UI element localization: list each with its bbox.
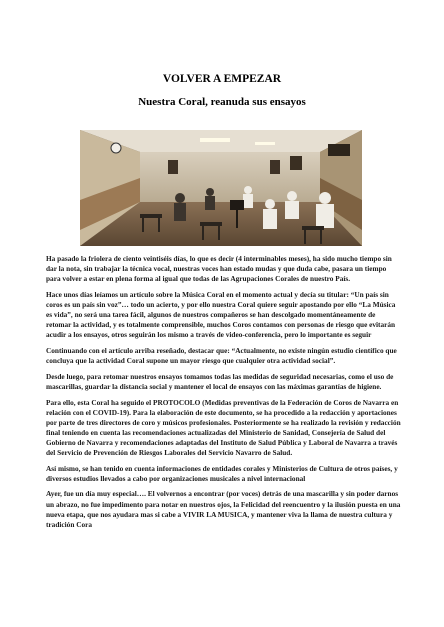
paragraph: Para ello, esta Coral ha seguido el PROTOCOLO (Medidas preventivas de la Federación de Coros de Navarra en relación con el COVID-19). Para la elaboración de este documento, se ha procedido a la redacción y aportaciones por parte de tres directores de coro y músicos profesionales. Posteriormente se ha realizado la revisión y redacción final teniendo en cuenta las recomendaciones actualizadas del Ministerio de Sanidad, Consejería de Salud del Gobierno de Navarra y recomendaciones adaptadas del Instituto de Salud Pública y Laboral de Navarra a través del Servicio de Prevención de Riesgos Laborales del Servicio Navarro de Salud. (46, 397, 401, 457)
choir-rehearsal-photo (80, 130, 362, 246)
document-title: VOLVER A EMPEZAR (162, 73, 282, 85)
paragraph: Ayer, fue un día muy especial…. El volvernos a encontrar (por voces) detrás de una mascarilla y sin poder darnos un abrazo, no fue impedimento para notar en nuestros ojos, la Felicidad del reencuentro y la ilusión puesta en una nueva etapa, que nos ayudara mas si cabe a VIVIR LA MUSICA, y mantener viva la llama de nuestra cultura y tradición Cora (46, 489, 401, 529)
paragraph: Continuando con el artículo arriba reseñado, destacar que: “Actualmente, no existe ningún estudio científico que concluya que la actividad Coral supone un mayor riesgo que cualquier otra actividad social”. (46, 345, 397, 366)
paragraph: Desde luego, para retomar nuestros ensayos tomamos todas las medidas de seguridad necesarias, como el uso de mascarillas, guardar la distancia social y mantener el local de ensayos con las máximas garantías de higiene. (46, 371, 394, 391)
document-subtitle: Nuestra Coral, reanuda sus ensayos (138, 96, 306, 108)
paragraph: Así mismo, se han tenido en cuenta informaciones de entidades corales y Ministerios de Cultura de otros países, y diversos estudios llevados a cabo por organizaciones musicales a nivel internacional (46, 463, 398, 483)
paragraph: Ha pasado la friolera de ciento veintiséis días, lo que es decir (4 interminables meses), ha sido mucho tiempo sin dar la nota, sin trabajar la técnica vocal, nuestras voces han estado mudas y que duda cabe, pasara un tiempo para volver a estar en plena forma al igual que todas de las Agrupaciones Corales de nuestro País. (46, 254, 392, 284)
article-body (46, 254, 402, 535)
paragraph: Hace unos días leíamos un artículo sobre la Música Coral en el momento actual y decía su titular: “Un país sin coros es un país sin voz”… todo un acierto, y por ello nuestra Coral quiere seguir apostando por ello “La Música es vida”, no será una tarea fácil, algunos de nuestros compañeros se han descolgado momentáneamente de retomar la actividad, y es totalmente comprensible, muchos Coros contamos con personas de riesgo que evitarán acudir a los ensayos, otros seguirán los mismo a través de video-conferencia, pero lo importante es seguir (46, 289, 396, 340)
